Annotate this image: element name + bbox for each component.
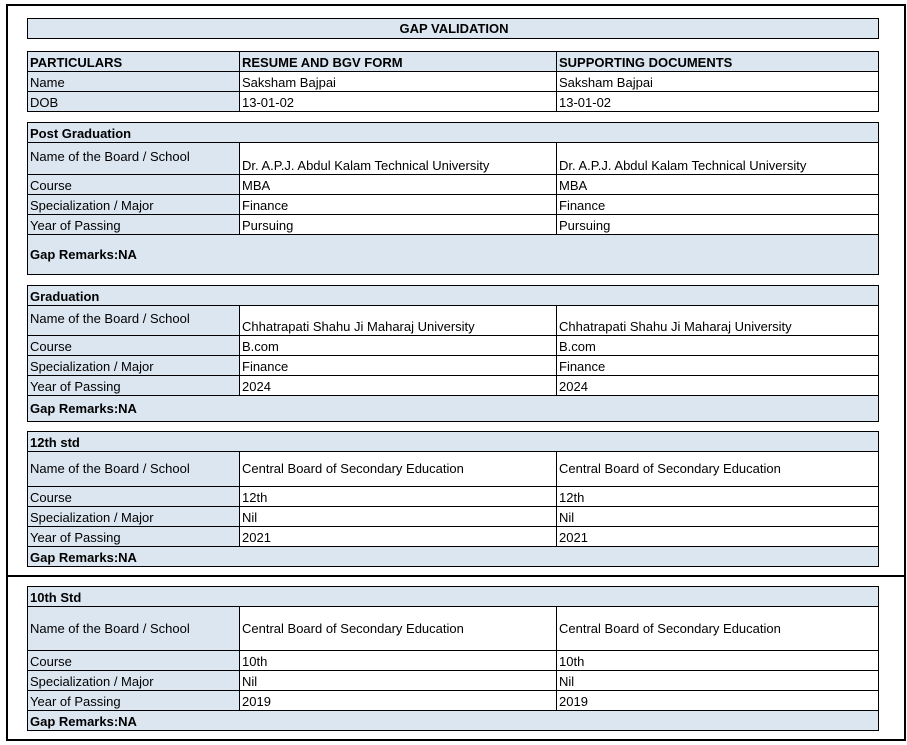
table-row xyxy=(28,215,879,235)
row-label: Course xyxy=(28,336,240,356)
docs-value: Central Board of Secondary Education xyxy=(557,607,879,651)
row-label: Name of the Board / School xyxy=(28,452,240,487)
resume-value: 2024 xyxy=(240,376,557,396)
resume-value: Dr. A.P.J. Abdul Kalam Technical University xyxy=(240,143,557,175)
docs-value: 2021 xyxy=(557,527,879,547)
resume-value: 12th xyxy=(240,487,557,507)
row-label: Course xyxy=(28,175,240,195)
table-row xyxy=(28,452,879,487)
row-label: Specialization / Major xyxy=(28,507,240,527)
row-label: Name of the Board / School xyxy=(28,607,240,651)
table-row xyxy=(28,175,879,195)
section-heading: Graduation xyxy=(28,286,879,306)
header-resume: RESUME AND BGV FORM xyxy=(240,52,557,72)
header-particulars: PARTICULARS xyxy=(28,52,240,72)
resume-value: 2019 xyxy=(240,691,557,711)
docs-value: Central Board of Secondary Education xyxy=(557,452,879,487)
section-post-graduation xyxy=(27,122,879,275)
gap-remarks: Gap Remarks:NA xyxy=(28,235,879,275)
section-graduation xyxy=(27,285,879,422)
docs-value: Nil xyxy=(557,507,879,527)
row-label: Specialization / Major xyxy=(28,356,240,376)
table-row xyxy=(28,92,879,112)
title-table xyxy=(27,18,879,39)
table-row xyxy=(28,336,879,356)
section-heading: 10th Std xyxy=(28,587,879,607)
table-row xyxy=(28,376,879,396)
resume-value: 2021 xyxy=(240,527,557,547)
section-heading: Post Graduation xyxy=(28,123,879,143)
docs-value: 10th xyxy=(557,651,879,671)
row-label: Specialization / Major xyxy=(28,671,240,691)
docs-value: 12th xyxy=(557,487,879,507)
table-row xyxy=(28,487,879,507)
resume-value: Finance xyxy=(240,356,557,376)
row-label: Name xyxy=(28,72,240,92)
row-label: Name of the Board / School xyxy=(28,306,240,336)
row-label: Year of Passing xyxy=(28,215,240,235)
header-row xyxy=(28,52,879,72)
header-documents: SUPPORTING DOCUMENTS xyxy=(557,52,879,72)
docs-value: B.com xyxy=(557,336,879,356)
resume-value: Pursuing xyxy=(240,215,557,235)
resume-value: B.com xyxy=(240,336,557,356)
docs-value: 2024 xyxy=(557,376,879,396)
resume-value: Central Board of Secondary Education xyxy=(240,607,557,651)
docs-value: Chhatrapati Shahu Ji Maharaj University xyxy=(557,306,879,336)
resume-value: MBA xyxy=(240,175,557,195)
resume-value: Central Board of Secondary Education xyxy=(240,452,557,487)
row-label: Name of the Board / School xyxy=(28,143,240,175)
gap-remarks: Gap Remarks:NA xyxy=(28,396,879,422)
docs-value: MBA xyxy=(557,175,879,195)
row-label: Year of Passing xyxy=(28,376,240,396)
row-label: Year of Passing xyxy=(28,691,240,711)
resume-value: Chhatrapati Shahu Ji Maharaj University xyxy=(240,306,557,336)
table-row xyxy=(28,356,879,376)
docs-value: Finance xyxy=(557,195,879,215)
table-row xyxy=(28,306,879,336)
docs-value: Nil xyxy=(557,671,879,691)
docs-value: Finance xyxy=(557,356,879,376)
docs-value: 13-01-02 xyxy=(557,92,879,112)
section-heading: 12th std xyxy=(28,432,879,452)
row-label: Course xyxy=(28,651,240,671)
docs-value: Pursuing xyxy=(557,215,879,235)
resume-value: Nil xyxy=(240,507,557,527)
table-row xyxy=(28,527,879,547)
docs-value: Saksham Bajpai xyxy=(557,72,879,92)
row-label: Specialization / Major xyxy=(28,195,240,215)
table-row xyxy=(28,607,879,651)
table-row xyxy=(28,651,879,671)
resume-value: Finance xyxy=(240,195,557,215)
row-label: DOB xyxy=(28,92,240,112)
personal-table xyxy=(27,51,879,112)
docs-value: Dr. A.P.J. Abdul Kalam Technical University xyxy=(557,143,879,175)
resume-value: 10th xyxy=(240,651,557,671)
gap-remarks: Gap Remarks:NA xyxy=(28,547,879,567)
section-10th-std xyxy=(27,586,879,731)
table-row xyxy=(28,143,879,175)
table-row xyxy=(28,671,879,691)
table-row xyxy=(28,691,879,711)
table-row xyxy=(28,195,879,215)
row-label: Year of Passing xyxy=(28,527,240,547)
table-row xyxy=(28,507,879,527)
section-12th-std xyxy=(27,431,879,567)
row-label: Course xyxy=(28,487,240,507)
resume-value: Saksham Bajpai xyxy=(240,72,557,92)
docs-value: 2019 xyxy=(557,691,879,711)
table-row xyxy=(28,72,879,92)
page-title: GAP VALIDATION xyxy=(28,19,879,39)
resume-value: Nil xyxy=(240,671,557,691)
resume-value: 13-01-02 xyxy=(240,92,557,112)
gap-remarks: Gap Remarks:NA xyxy=(28,711,879,731)
